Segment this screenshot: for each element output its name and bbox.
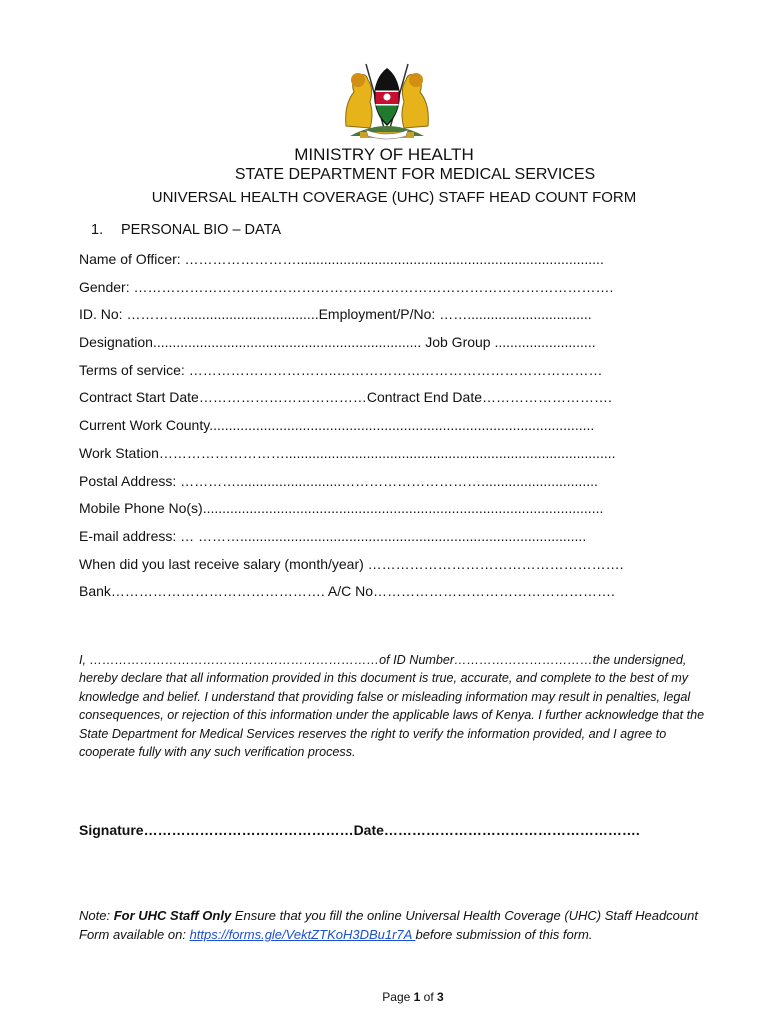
bio-data-fields: [79, 248, 699, 608]
note-text-1: Ensure that you fill the online Universal Health Coverage (UHC) Staff Headcount Form available on:: [79, 908, 698, 942]
field-id-employment-no: ID. No: …………...................................Employment/P/No: ……................................: [79, 306, 592, 323]
note-audience: For UHC Staff Only: [113, 908, 232, 923]
note-prefix: Note:: [79, 908, 114, 923]
coat-of-arms-logo: [340, 58, 434, 142]
field-mobile-phone: Mobile Phone No(s).......................................................................................................: [79, 500, 604, 517]
section-heading: [91, 222, 281, 238]
page-footer: [0, 990, 768, 1004]
field-gender: Gender: ………………………………………………………………………………………….: [79, 278, 614, 295]
field-last-salary: When did you last receive salary (month/year) ……………………………………………….: [79, 555, 624, 572]
field-designation-job-group: Designation..................................................................... Job Group ..........................: [79, 334, 596, 351]
field-email-address: E-mail address: … ……….........................................................................................: [79, 527, 587, 544]
of-label: of: [420, 990, 438, 1004]
page-total: 3: [437, 990, 444, 1004]
section-number: 1.: [91, 222, 104, 238]
page-label: Page: [382, 990, 414, 1004]
field-postal-address: Postal Address: …………...........................…………………………..............................: [79, 472, 598, 489]
field-name-of-officer: Name of Officer: ……………………...............................................................................: [79, 251, 604, 267]
ministry-title: MINISTRY OF HEALTH: [294, 145, 474, 164]
field-work-station: Work Station……………………….....................................................................................: [79, 444, 616, 461]
form-title: UNIVERSAL HEALTH COVERAGE (UHC) STAFF HEAD COUNT FORM: [151, 189, 637, 206]
field-terms-of-service: Terms of service: …………………………..…………………………………………………: [79, 361, 603, 378]
online-form-link[interactable]: https://forms.gle/VektZTKoH3DBu1r7A: [189, 927, 416, 942]
declaration-text: I, ……………………………………………………………of ID Number……………………………the undersigned, hereby declare that all information provided in this document is true, accurate, and complete to the best of my knowledge and belief. I understand that providing false or misleading information may result in penalties, legal consequences, or rejection of this information under the applicable laws of Kenya. I further acknowledge that the State Department for Medical Services reserves the right to verify the information provided, and I agree to cooperate fully with any such verification process.: [79, 653, 705, 760]
note-block: [79, 906, 719, 944]
note-text-2: before submission of this form.: [415, 927, 593, 942]
field-current-work-county: Current Work County...................................................................................................: [79, 417, 595, 434]
signature-date-line: Signature………………………………………Date……………………………………………….: [79, 822, 640, 838]
field-contract-dates: Contract Start Date………………………………Contract End Date……………………….: [79, 389, 612, 406]
page-number: 1: [413, 990, 421, 1004]
department-title: STATE DEPARTMENT FOR MEDICAL SERVICES: [234, 166, 596, 183]
section-title: PERSONAL BIO – DATA: [121, 222, 282, 238]
field-bank-account: Bank………………………………………. A/C No…………………………………………….: [79, 583, 615, 600]
